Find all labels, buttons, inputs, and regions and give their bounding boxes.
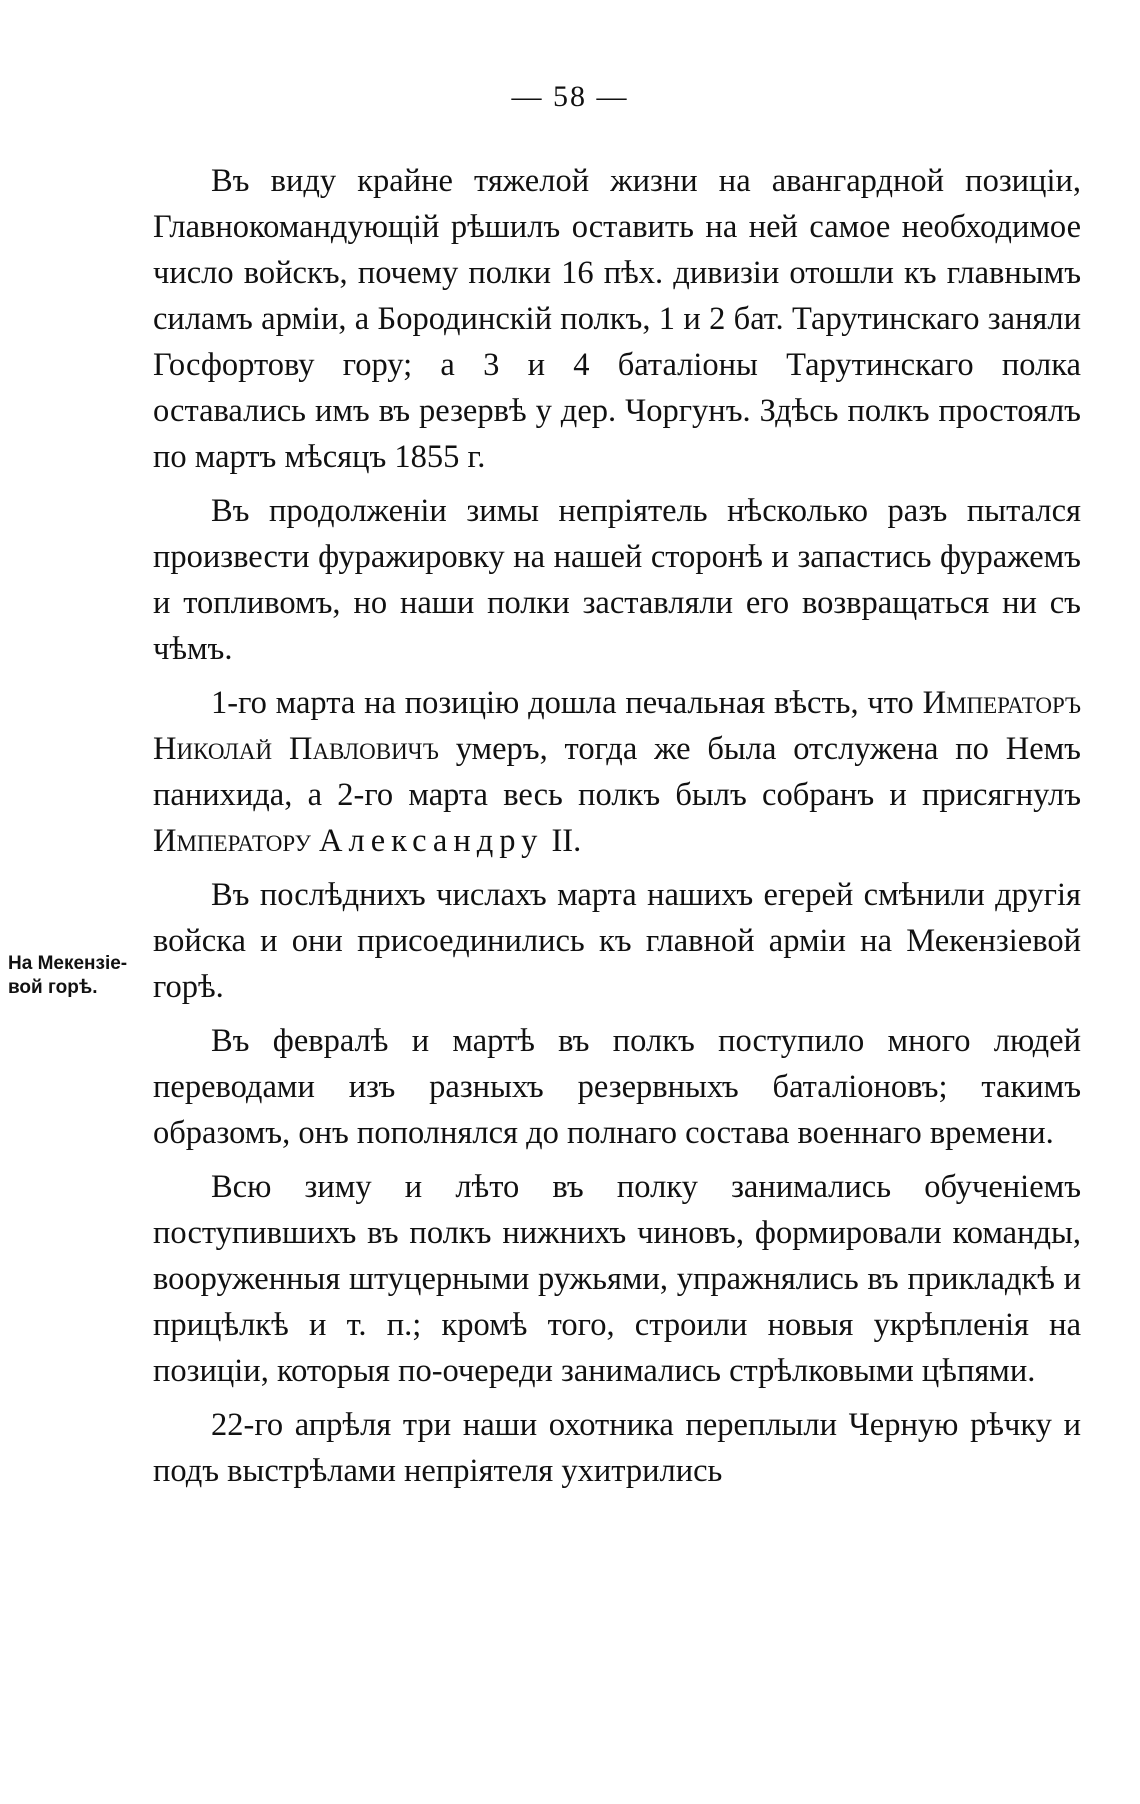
paragraph-3-part-2: умеръ, тогда же была отслужена по Немъ панихида, а 2-го марта весь полкъ былъ собранъ и присягнулъ — [153, 731, 1081, 813]
paragraph-3-part-3 — [311, 823, 319, 859]
margin-note — [8, 952, 158, 1000]
page-number: — 58 — — [511, 80, 629, 113]
paragraph-6: Всю зиму и лѣто въ полку занимались обученіемъ поступившихъ въ полкъ нижнихъ чиновъ, формировали команды, вооруженныя штуцерными ружьями, упражнялись въ прикладкѣ и прицѣлкѣ и т. п.; кромѣ того, строили новыя укрѣпленія на позиціи, которыя по-очереди занимались стрѣлковыми цѣпями. — [153, 1169, 1081, 1389]
emperor-name-spaced: Александру — [319, 823, 544, 859]
paragraph-1: Въ виду крайне тяжелой жизни на авангардной позиціи, Главнокомандующій рѣшилъ оставить на ней самое необходимое число войскъ, почему полки 16 пѣх. дивизіи отошли къ главнымъ силамъ арміи, а Бородинскій полкъ, 1 и 2 бат. Тарутинскаго заняли Госфортову гору; а 3 и 4 баталіоны Тарутинскаго полка оставались имъ въ резервѣ у дер. Чоргунъ. Здѣсь полкъ простоялъ по мартъ мѣсяцъ 1855 г. — [153, 163, 1081, 475]
body-text — [153, 158, 1081, 1502]
paragraph-3-part-4: II. — [543, 823, 582, 859]
paragraph-7: 22-го апрѣля три наши охотника переплыли Черную рѣчку и подъ выстрѣлами непріятеля ухитрились — [153, 1407, 1081, 1489]
paragraph-3 — [153, 680, 1081, 864]
margin-note-line-2: вой горѣ. — [8, 977, 98, 998]
paragraph-2: Въ продолженіи зимы непріятель нѣсколько разъ пытался произвести фуражировку на нашей сторонѣ и запастись фуражемъ и топливомъ, но наши полки заставляли его возвращаться ни съ чѣмъ. — [153, 493, 1081, 667]
emperor-title-2: Императору — [153, 823, 311, 859]
paragraph-4: Въ послѣднихъ числахъ марта нашихъ егерей смѣнили другія войска и они присоединились къ главной арміи на Мекензіевой горѣ. — [153, 877, 1081, 1005]
paragraph-3-part-1: 1-го марта на позицію дошла печальная вѣсть, что — [211, 685, 923, 721]
margin-note-line-1: На Мекензіе- — [8, 953, 128, 974]
paragraph-5: Въ февралѣ и мартѣ въ полкъ поступило много людей переводами изъ разныхъ резервныхъ баталіоновъ; такимъ образомъ, онъ пополнялся до полнаго состава военнаго времени. — [153, 1023, 1081, 1151]
emperor-name-1: Императоръ Николай Павловичъ — [153, 685, 1081, 767]
